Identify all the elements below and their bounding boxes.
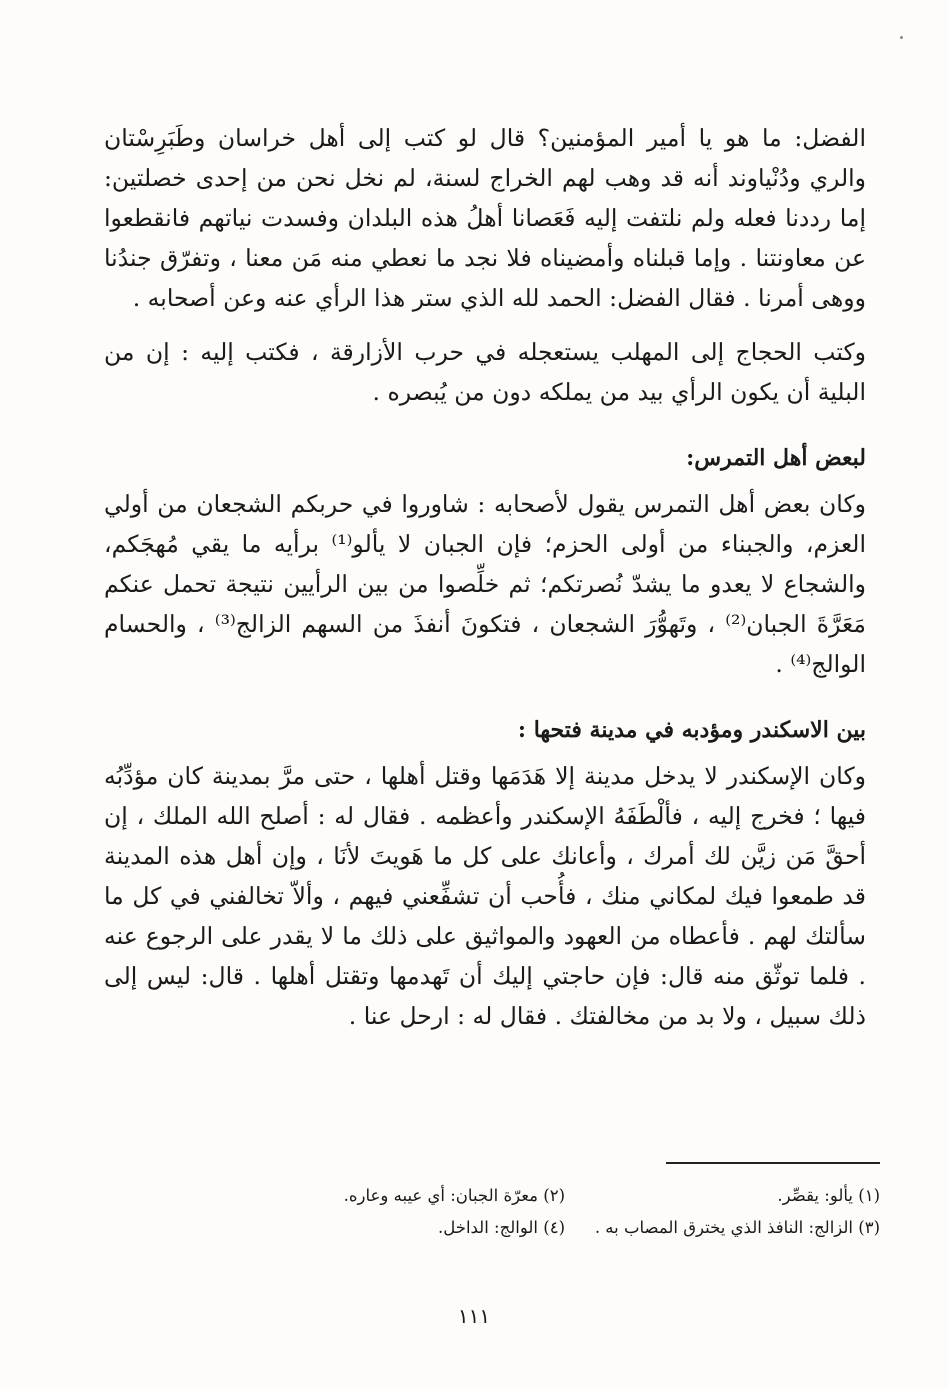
footnote-4: (٤) الوالج: الداخل. [438,1218,565,1237]
footnote-1: (١) يألو: يقصِّر. [777,1186,880,1205]
page-body [104,118,866,1036]
paragraph-fadl: الفضل: ما هو يا أمير المؤمنين؟ قال لو كتب إلى أهل خراسان وطَبَرِسْتان والري ودُنْياوند أنه قد وهب لهم الخراج لسنة، لم نخل نحن من إحدى خصلتين: إما رددنا فعله ولم نلتفت إليه فَعَصانا أهلُ هذه البلدان وفسدت نياتهم فانقطعوا عن معاونتنا . وإما قبلناه وأمضيناه فلا نجد ما نعطي منه مَن معنا ، وتفرّق جندُنا ووهى أمرنا . فقال الفضل: الحمد لله الذي ستر هذا الرأي عنه وعن أصحابه . [104,124,866,312]
paragraph-alexander: وكان الإسكندر لا يدخل مدينة إلا هَدَمَها وقتل أهلها ، حتى مرَّ بمدينة كان مؤدِّبُه فيها ؛ فخرج إليه ، فألْطَفَهُ الإسكندر وأعظمه . فقال له : أصلح الله الملك ، إن أحقَّ مَن زيَّن لك أمرك ، وأعانك على كل ما هَويتَ لأنَا ، وإن أهل هذه المدينة قد طمعوا فيك لمكاني منك ، فأُحب أن تشفِّعني فيهم ، وألاّ تخالفني في كل ما سألتك لهم . فأعطاه من العهود والمواثيق على ذلك ما لا يقدر على الرجوع عنه . فلما توثّق منه قال: فإن حاجتي إليك أن تَهدمها وتقتل أهلها . قال: ليس إلى ذلك سبيل ، ولا بد من مخالفتك . فقال له : ارحل عنا . [104,762,866,1030]
footnote-3: (٣) الزالج: النافذ الذي يخترق المصاب به . [594,1218,880,1237]
section-heading-alexander: بين الاسكندر ومؤدبه في مدينة فتحها : [517,717,866,743]
footnote-2: (٢) معرّة الجبان: أي عيبه وعاره. [343,1186,565,1205]
scan-speck [900,36,903,39]
section-heading-tamarrus: لبعض أهل التمرس: [686,445,866,471]
footnote-row [250,1212,880,1244]
footnotes [250,1180,880,1244]
footnote-row [250,1180,880,1212]
paragraph-tamarrus: وكان بعض أهل التمرس يقول لأصحابه : شاوروا في حربكم الشجعان من أولي العزم، والجبناء من أولى الحزم؛ فإن الجبان لا يألو⁽¹⁾ برأيه ما يقي مُهجَكم، والشجاع لا يعدو ما يشدّ نُصرتكم؛ ثم خلِّصوا من بين الرأيين نتيجة تحمل عنكم مَعَرَّةَ الجبان⁽²⁾ ، وتَهوُّرَ الشجعان ، فتكونَ أنفذَ من السهم الزالج⁽³⁾ ، والحسام الوالج⁽⁴⁾ . [104,490,866,678]
page-number: ١١١ [457,1304,491,1328]
paragraph-hajjaj: وكتب الحجاج إلى المهلب يستعجله في حرب الأزارقة ، فكتب إليه : إن من البلية أن يكون الرأي بيد من يملكه دون من يُبصره . [104,338,866,406]
footnote-divider [666,1162,880,1164]
